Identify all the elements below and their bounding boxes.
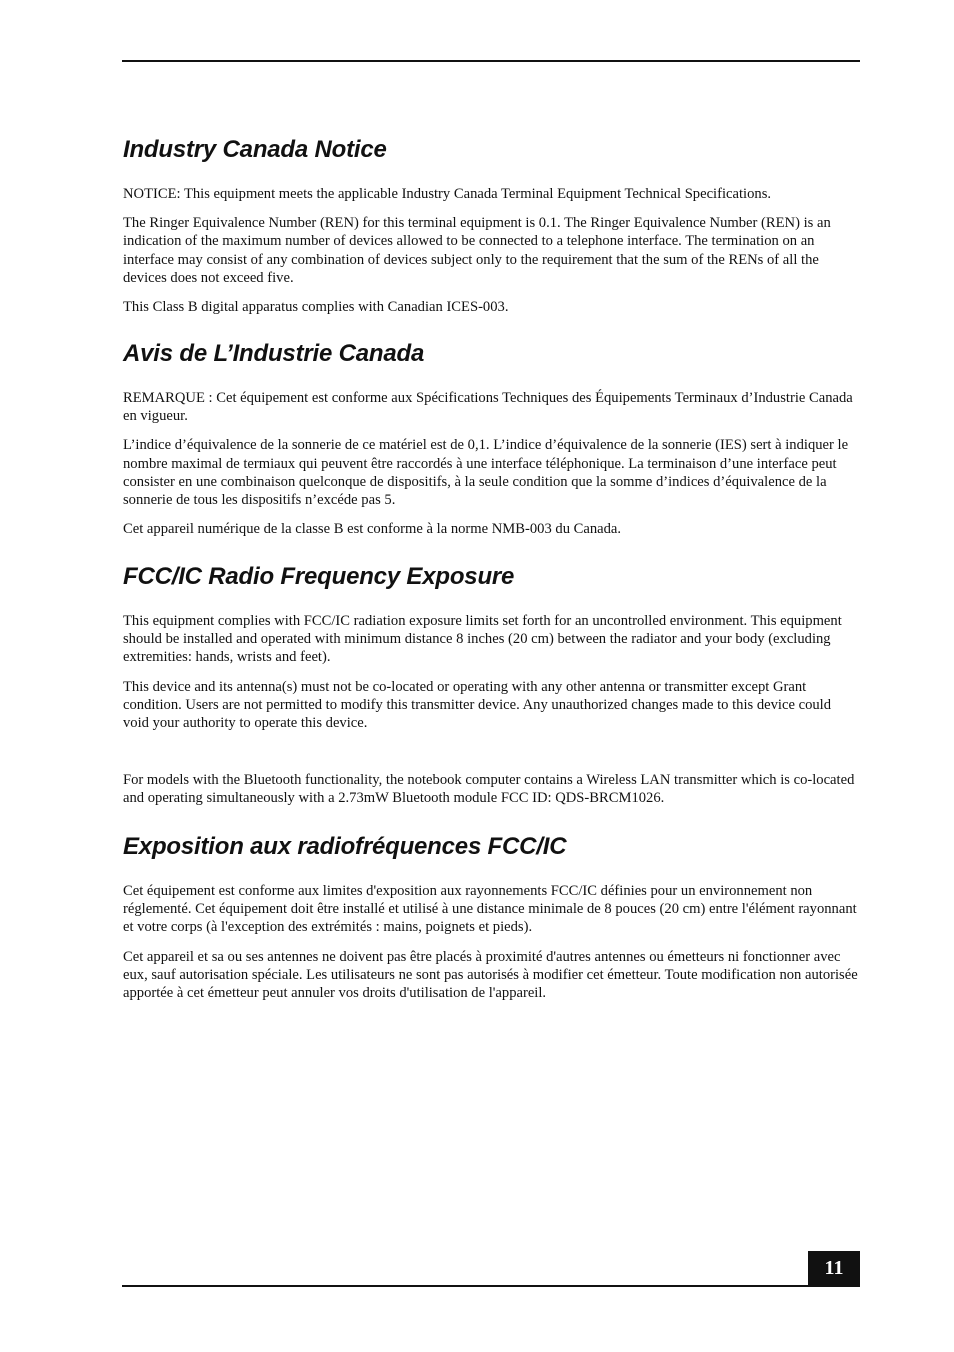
section-heading: Avis de L’Industrie Canada: [123, 340, 425, 367]
page-number: 11: [808, 1251, 860, 1286]
paragraph: Cet appareil numérique de la classe B est conforme à la norme NMB-003 du Canada.: [123, 521, 622, 538]
paragraph: This equipment complies with FCC/IC radiation exposure limits set forth for an uncontrolled environment. This equipment should be installed and operated with minimum distance 8 inches (20 cm) between the radiator and your body (excluding extremities: hands, wrists and feet).: [123, 613, 842, 666]
section-avis-industrie-canada: [123, 339, 859, 549]
section-heading: Industry Canada Notice: [123, 136, 387, 163]
paragraph: Cet équipement est conforme aux limites d'exposition aux rayonnements FCC/IC définies pour un environnement non réglementé. Cet équipement doit être installé et utilisé à une distance minimale de 8 pouces (20 cm) entre l'élément rayonnant et votre corps (à l'exception des extrémités : mains, poignets et pieds).: [123, 883, 857, 936]
section-heading: Exposition aux radiofréquences FCC/IC: [123, 833, 567, 860]
header-rule: [122, 60, 860, 62]
paragraph: The Ringer Equivalence Number (REN) for this terminal equipment is 0.1. The Ringer Equivalence Number (REN) is an indication of the maximum number of devices allowed to be connected to a telephone interface. The termination on an interface may consist of any combination of devices subject only to the requirement that the sum of the RENs of all the devices does not exceed five.: [123, 215, 831, 286]
section-industry-canada-notice: [123, 135, 859, 327]
paragraph: REMARQUE : Cet équipement est conforme aux Spécifications Techniques des Équipements Terminaux d’Industrie Canada en vigueur.: [123, 390, 853, 425]
paragraph: For models with the Bluetooth functionality, the notebook computer contains a Wireless LAN transmitter which is co-located and operating simultaneously with a 2.73mW Bluetooth module FCC ID: QDS-BRCM1026.: [123, 772, 855, 807]
paragraph: NOTICE: This equipment meets the applicable Industry Canada Terminal Equipment Technical Specifications.: [123, 186, 772, 202]
footer-rule: [122, 1285, 860, 1287]
section-heading: FCC/IC Radio Frequency Exposure: [123, 563, 515, 590]
paragraph: L’indice d’équivalence de la sonnerie de ce matériel est de 0,1. L’indice d’équivalence de la sonnerie (IES) sert à indiquer le nombre maximal de termiaux qui peuvent être raccordés à une interface téléphonique. La terminaison d’une interface peut consister en une combinaison quelconque de dispositifs, à la seule condition que la somme d’indices d’équivalence de la sonnerie de tous les dispositifs n’excéde pas 5.: [123, 437, 849, 509]
section-fcc-ic-radio-frequency-exposure: [123, 562, 859, 819]
section-exposition-radiofrequences: [123, 832, 859, 1013]
paragraph: This Class B digital apparatus complies with Canadian ICES-003.: [123, 299, 509, 316]
paragraph: Cet appareil et sa ou ses antennes ne doivent pas être placés à proximité d'autres antennes ou émetteurs ni fonctionner avec eux, sauf autorisation spéciale. Les utilisateurs ne sont pas autorisés à modifier cet émetteur. Toute modification non autorisée apportée à cet émetteur peut annuler vos droits d'utilisation de l'appareil.: [123, 948, 858, 1002]
paragraph: This device and its antenna(s) must not be co-located or operating with any other antenna or transmitter except Grant condition. Users are not permitted to modify this transmitter device. Any unauthorized changes made to this device could void your authority to operate this device.: [123, 678, 832, 732]
